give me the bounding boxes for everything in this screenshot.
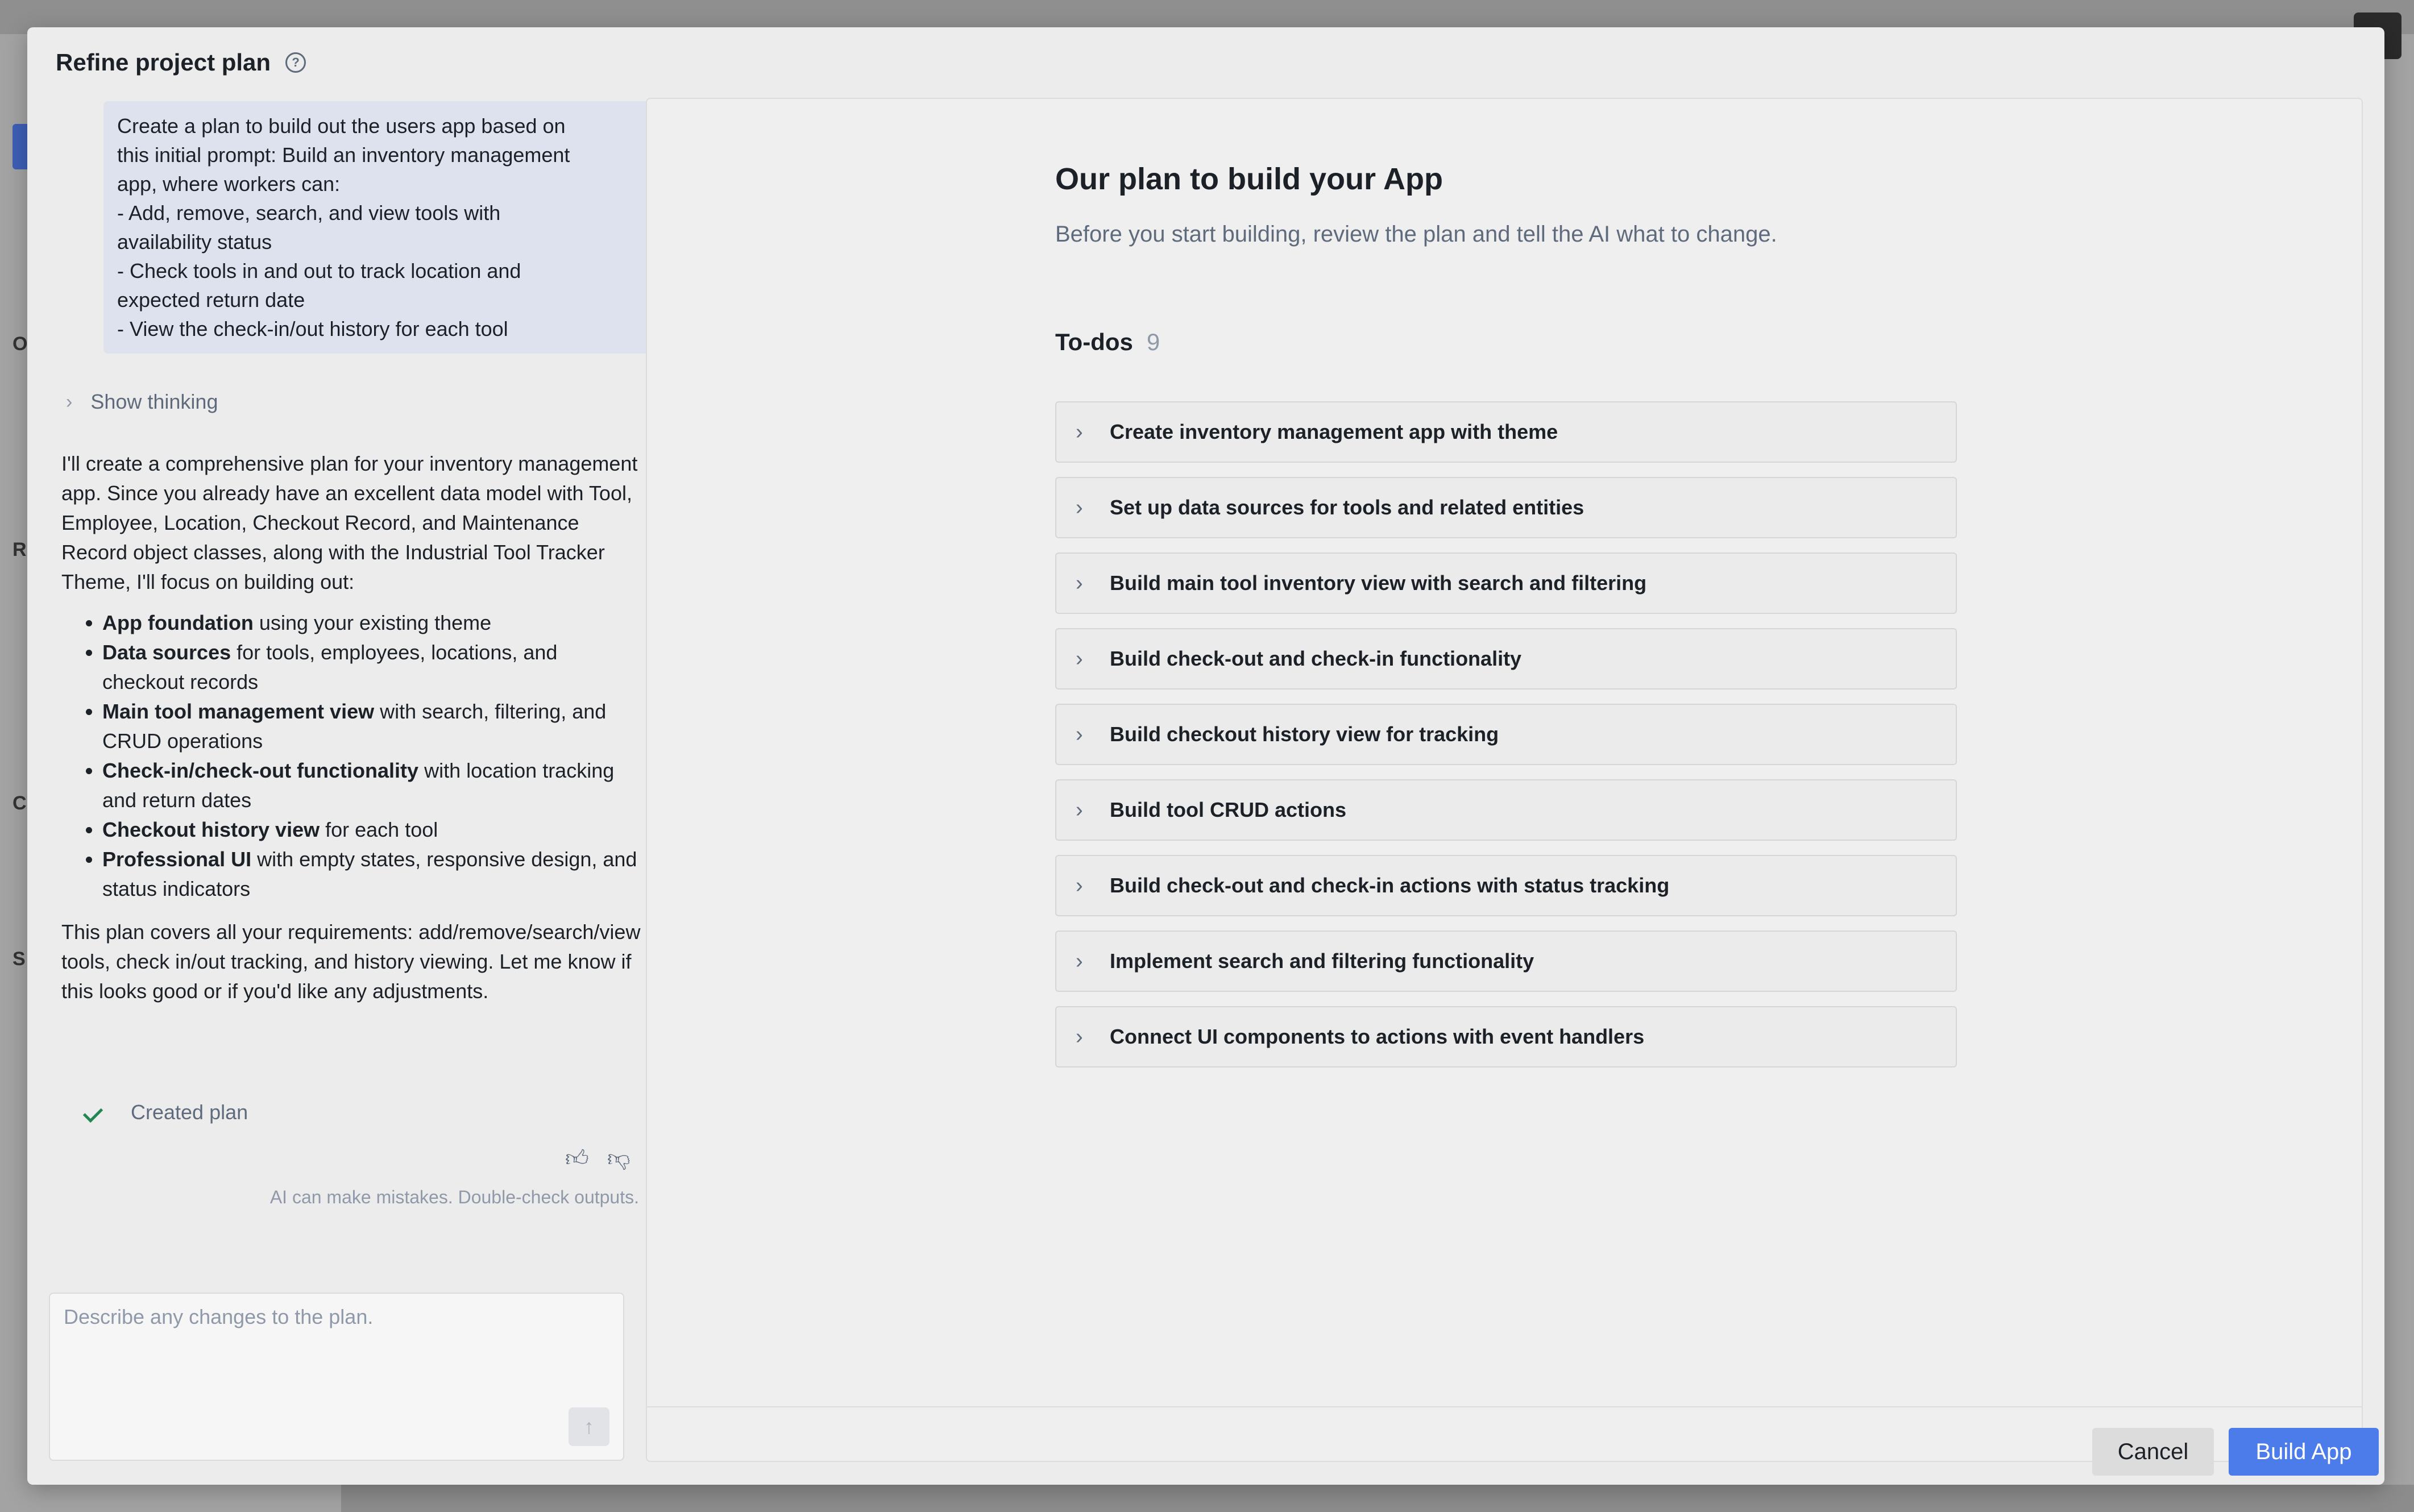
prompt-line: - Check tools in and out to track location and xyxy=(117,259,521,283)
list-item xyxy=(102,697,641,756)
thumbs-down-icon[interactable]: 👎︎ xyxy=(607,1146,631,1171)
prompt-line: app, where workers can: xyxy=(117,172,341,196)
bullet-text: with search, filtering, and CRUD operations xyxy=(102,700,607,753)
chevron-right-icon: › xyxy=(1076,571,1083,595)
chevron-right-icon: › xyxy=(1076,646,1083,671)
list-item xyxy=(102,756,641,815)
list-item xyxy=(102,815,641,845)
todo-item[interactable] xyxy=(1055,628,1957,689)
created-plan-label: Created plan xyxy=(131,1100,248,1124)
prompt-line: Create a plan to build out the users app based on xyxy=(117,114,566,138)
bullet-bold: Professional UI xyxy=(102,848,252,871)
todo-item[interactable] xyxy=(1055,401,1957,463)
footer-divider xyxy=(647,1406,2362,1407)
todo-label: Build main tool inventory view with search and filtering xyxy=(1110,571,1647,595)
list-item xyxy=(102,608,641,638)
bullet-text: for tools, employees, locations, and checkout records xyxy=(102,641,558,693)
plan-title: Our plan to build your App xyxy=(1055,162,1443,196)
refine-plan-dialog xyxy=(27,27,2384,1485)
created-plan-status xyxy=(90,1100,248,1124)
plan-panel xyxy=(646,98,2363,1462)
bullet-text: with location tracking and return dates xyxy=(102,759,615,812)
list-item xyxy=(102,638,641,697)
todo-label: Connect UI components to actions with event handlers xyxy=(1110,1025,1645,1048)
plan-change-input[interactable] xyxy=(63,1304,576,1420)
todo-item[interactable] xyxy=(1055,553,1957,614)
cancel-button[interactable]: Cancel xyxy=(2092,1428,2214,1476)
todo-label: Create inventory management app with theme xyxy=(1110,420,1558,443)
todo-label: Build check-out and check-in functionality xyxy=(1110,647,1522,670)
dialog-title-text: Refine project plan xyxy=(56,49,271,76)
bullet-bold: App foundation xyxy=(102,611,254,634)
todo-item[interactable] xyxy=(1055,779,1957,841)
background-letter: C xyxy=(13,792,27,814)
bullet-bold: Data sources xyxy=(102,641,231,664)
user-prompt-bubble xyxy=(103,101,652,354)
todo-label: Build tool CRUD actions xyxy=(1110,798,1346,821)
check-icon xyxy=(83,1103,103,1123)
chevron-right-icon: › xyxy=(1076,1024,1083,1049)
bullet-bold: Check-in/check-out functionality xyxy=(102,759,419,782)
prompt-line: - View the check-in/out history for each tool xyxy=(117,317,508,340)
background-letter: O xyxy=(13,333,28,355)
reply-intro: I'll create a comprehensive plan for your inventory management app. Since you already have an excellent data model with Tool, Employee, Location, Checkout Record, and Maintenance Record object classes, along with the Industrial Tool Tracker Theme, I'll focus on building out: xyxy=(61,452,638,593)
send-button[interactable] xyxy=(569,1407,609,1446)
todo-item[interactable] xyxy=(1055,704,1957,765)
ai-reply xyxy=(61,449,641,1006)
help-icon[interactable]: ? xyxy=(285,52,306,73)
ai-disclaimer: AI can make mistakes. Double-check outputs. xyxy=(269,1187,639,1207)
bullet-text: using your existing theme xyxy=(253,611,492,634)
chevron-right-icon: › xyxy=(1076,495,1083,520)
bullet-text: for each tool xyxy=(320,818,438,841)
bullet-text: with empty states, responsive design, and status indicators xyxy=(102,848,637,900)
todo-item[interactable] xyxy=(1055,855,1957,916)
background-footer xyxy=(341,1485,2414,1512)
arrow-up-icon: ↑ xyxy=(584,1415,594,1438)
chevron-right-icon: › xyxy=(1076,949,1083,973)
todo-item[interactable] xyxy=(1055,931,1957,992)
prompt-line: - Add, remove, search, and view tools with xyxy=(117,201,501,225)
todo-item[interactable] xyxy=(1055,1006,1957,1067)
todo-label: Build check-out and check-in actions with status tracking xyxy=(1110,874,1670,897)
plan-change-input-box xyxy=(49,1293,624,1461)
todo-label: Implement search and filtering functionality xyxy=(1110,949,1534,973)
show-thinking-toggle[interactable] xyxy=(66,390,218,414)
dialog-title xyxy=(56,49,306,76)
list-item xyxy=(102,845,641,904)
thumbs-up-icon[interactable]: 👍︎ xyxy=(565,1146,589,1171)
show-thinking-label: Show thinking xyxy=(90,390,218,413)
background-letter: R xyxy=(13,539,27,560)
chevron-right-icon: › xyxy=(66,391,73,413)
todo-label: Set up data sources for tools and related entities xyxy=(1110,496,1585,519)
chevron-right-icon: › xyxy=(1076,722,1083,746)
prompt-line: availability status xyxy=(117,230,272,254)
plan-subtitle: Before you start building, review the plan and tell the AI what to change. xyxy=(1055,222,1777,247)
chevron-right-icon: › xyxy=(1076,419,1083,444)
todos-count: 9 xyxy=(1146,329,1160,355)
todos-label: To-dos xyxy=(1055,329,1133,355)
build-app-button[interactable]: Build App xyxy=(2229,1428,2379,1476)
reply-outro: This plan covers all your requirements: add/remove/search/view tools, check in/out tracking, and history viewing. Let me know if this looks good or if you'd like any adjustments. xyxy=(61,920,641,1003)
todos-header xyxy=(1055,329,1160,356)
reply-bullet-list xyxy=(61,608,641,904)
background-letter: S xyxy=(13,948,26,970)
todo-list xyxy=(1055,401,1957,1082)
chevron-right-icon: › xyxy=(1076,797,1083,822)
chevron-right-icon: › xyxy=(1076,873,1083,898)
todo-label: Build checkout history view for tracking xyxy=(1110,722,1499,746)
todo-item[interactable] xyxy=(1055,477,1957,538)
prompt-line: expected return date xyxy=(117,288,305,311)
bullet-bold: Main tool management view xyxy=(102,700,375,723)
prompt-line: this initial prompt: Build an inventory management xyxy=(117,143,570,167)
bullet-bold: Checkout history view xyxy=(102,818,320,841)
